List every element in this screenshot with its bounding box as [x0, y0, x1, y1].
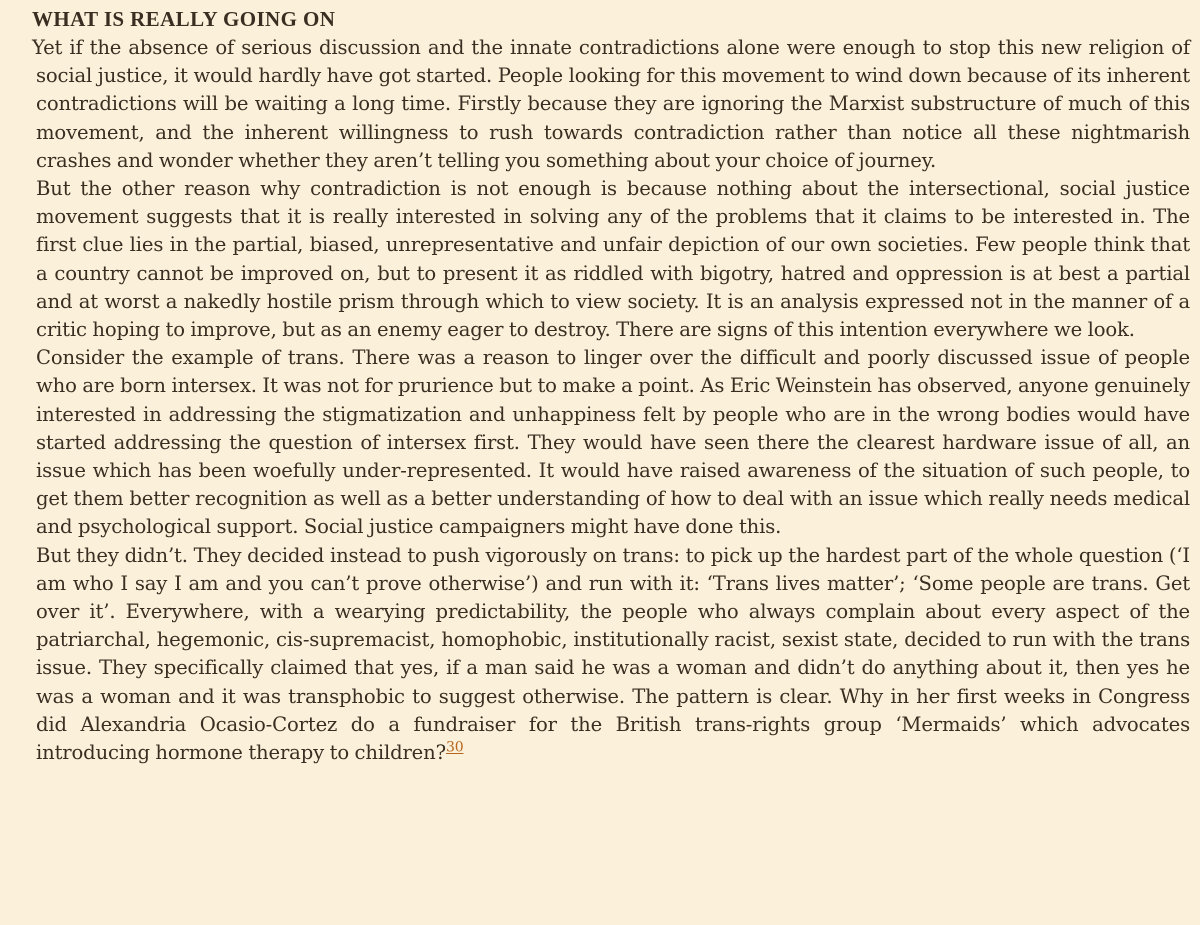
section-heading: WHAT IS REALLY GOING ON	[32, 7, 336, 31]
paragraph-2: But the other reason why contradiction is not enough is because nothing about the intersectional, social justice movement suggests that it is really interested in solving any of the problems that it claims to be interested in. The first clue lies in the partial, biased, unrepresentative and unfair depiction of our own societies. Few people think that a country cannot be improved on, but to present it as riddled with bigotry, hatred and oppression is at best a partial and at worst a nakedly hostile prism through which to view society. It is an analysis expressed not in the manner of a critic hoping to improve, but as an enemy eager to destroy. There are signs of this intention everywhere we look.	[36, 177, 1190, 342]
paragraph-4-text: But they didn’t. They decided instead to push vigorously on trans: to pick up the hardest part of the whole question (‘I am who I say I am and you can’t prove otherwise’) and run with it: ‘Trans lives matter’; ‘Some people are trans. Get over it’. Everywhere, with a wearying predictability, the people who always complain about every aspect of the patriarchal, hegemonic, cis-supremacist, homophobic, institutionally racist, sexist state, decided to run with the trans issue. They specifically claimed that yes, if a man said he was a woman and didn’t do anything about it, then yes he was a woman and it was transphobic to suggest otherwise. The pattern is clear. Why in her first weeks in Congress did Alexandria Ocasio-Cortez do a fundraiser for the British trans-rights group ‘Mermaids’ which advocates introducing hormone therapy to children?	[36, 543, 1190, 765]
footnote-link[interactable]: 30	[445, 739, 464, 756]
paragraph-1: Yet if the absence of serious discussion and the innate contradictions alone were enough to stop this new religion of social justice, it would hardly have got started. People looking for this movement to wind down because of its inherent contradictions will be waiting a long time. Firstly because they are ignoring the Marxist substructure of much of this movement, and the inherent willingness to rush towards contradiction rather than notice all these nightmarish crashes and wonder whether they aren’t telling you something about your choice of journey.	[32, 36, 1190, 172]
paragraph-3: Consider the example of trans. There was a reason to linger over the difficult and poorly discussed issue of people who are born intersex. It was not for prurience but to make a point. As Eric Weinstein has observed, anyone genuinely interested in addressing the stigmatization and unhappiness felt by people who are in the wrong bodies would have started addressing the question of intersex first. They would have seen there the clearest hardware issue of all, an issue which has been woefully under-represented. It would have raised awareness of the situation of such people, to get them better recognition as well as a better understanding of how to deal with an issue which really needs medical and psychological support. Social justice campaigners might have done this.	[36, 346, 1190, 539]
paragraph-4	[36, 542, 1190, 768]
